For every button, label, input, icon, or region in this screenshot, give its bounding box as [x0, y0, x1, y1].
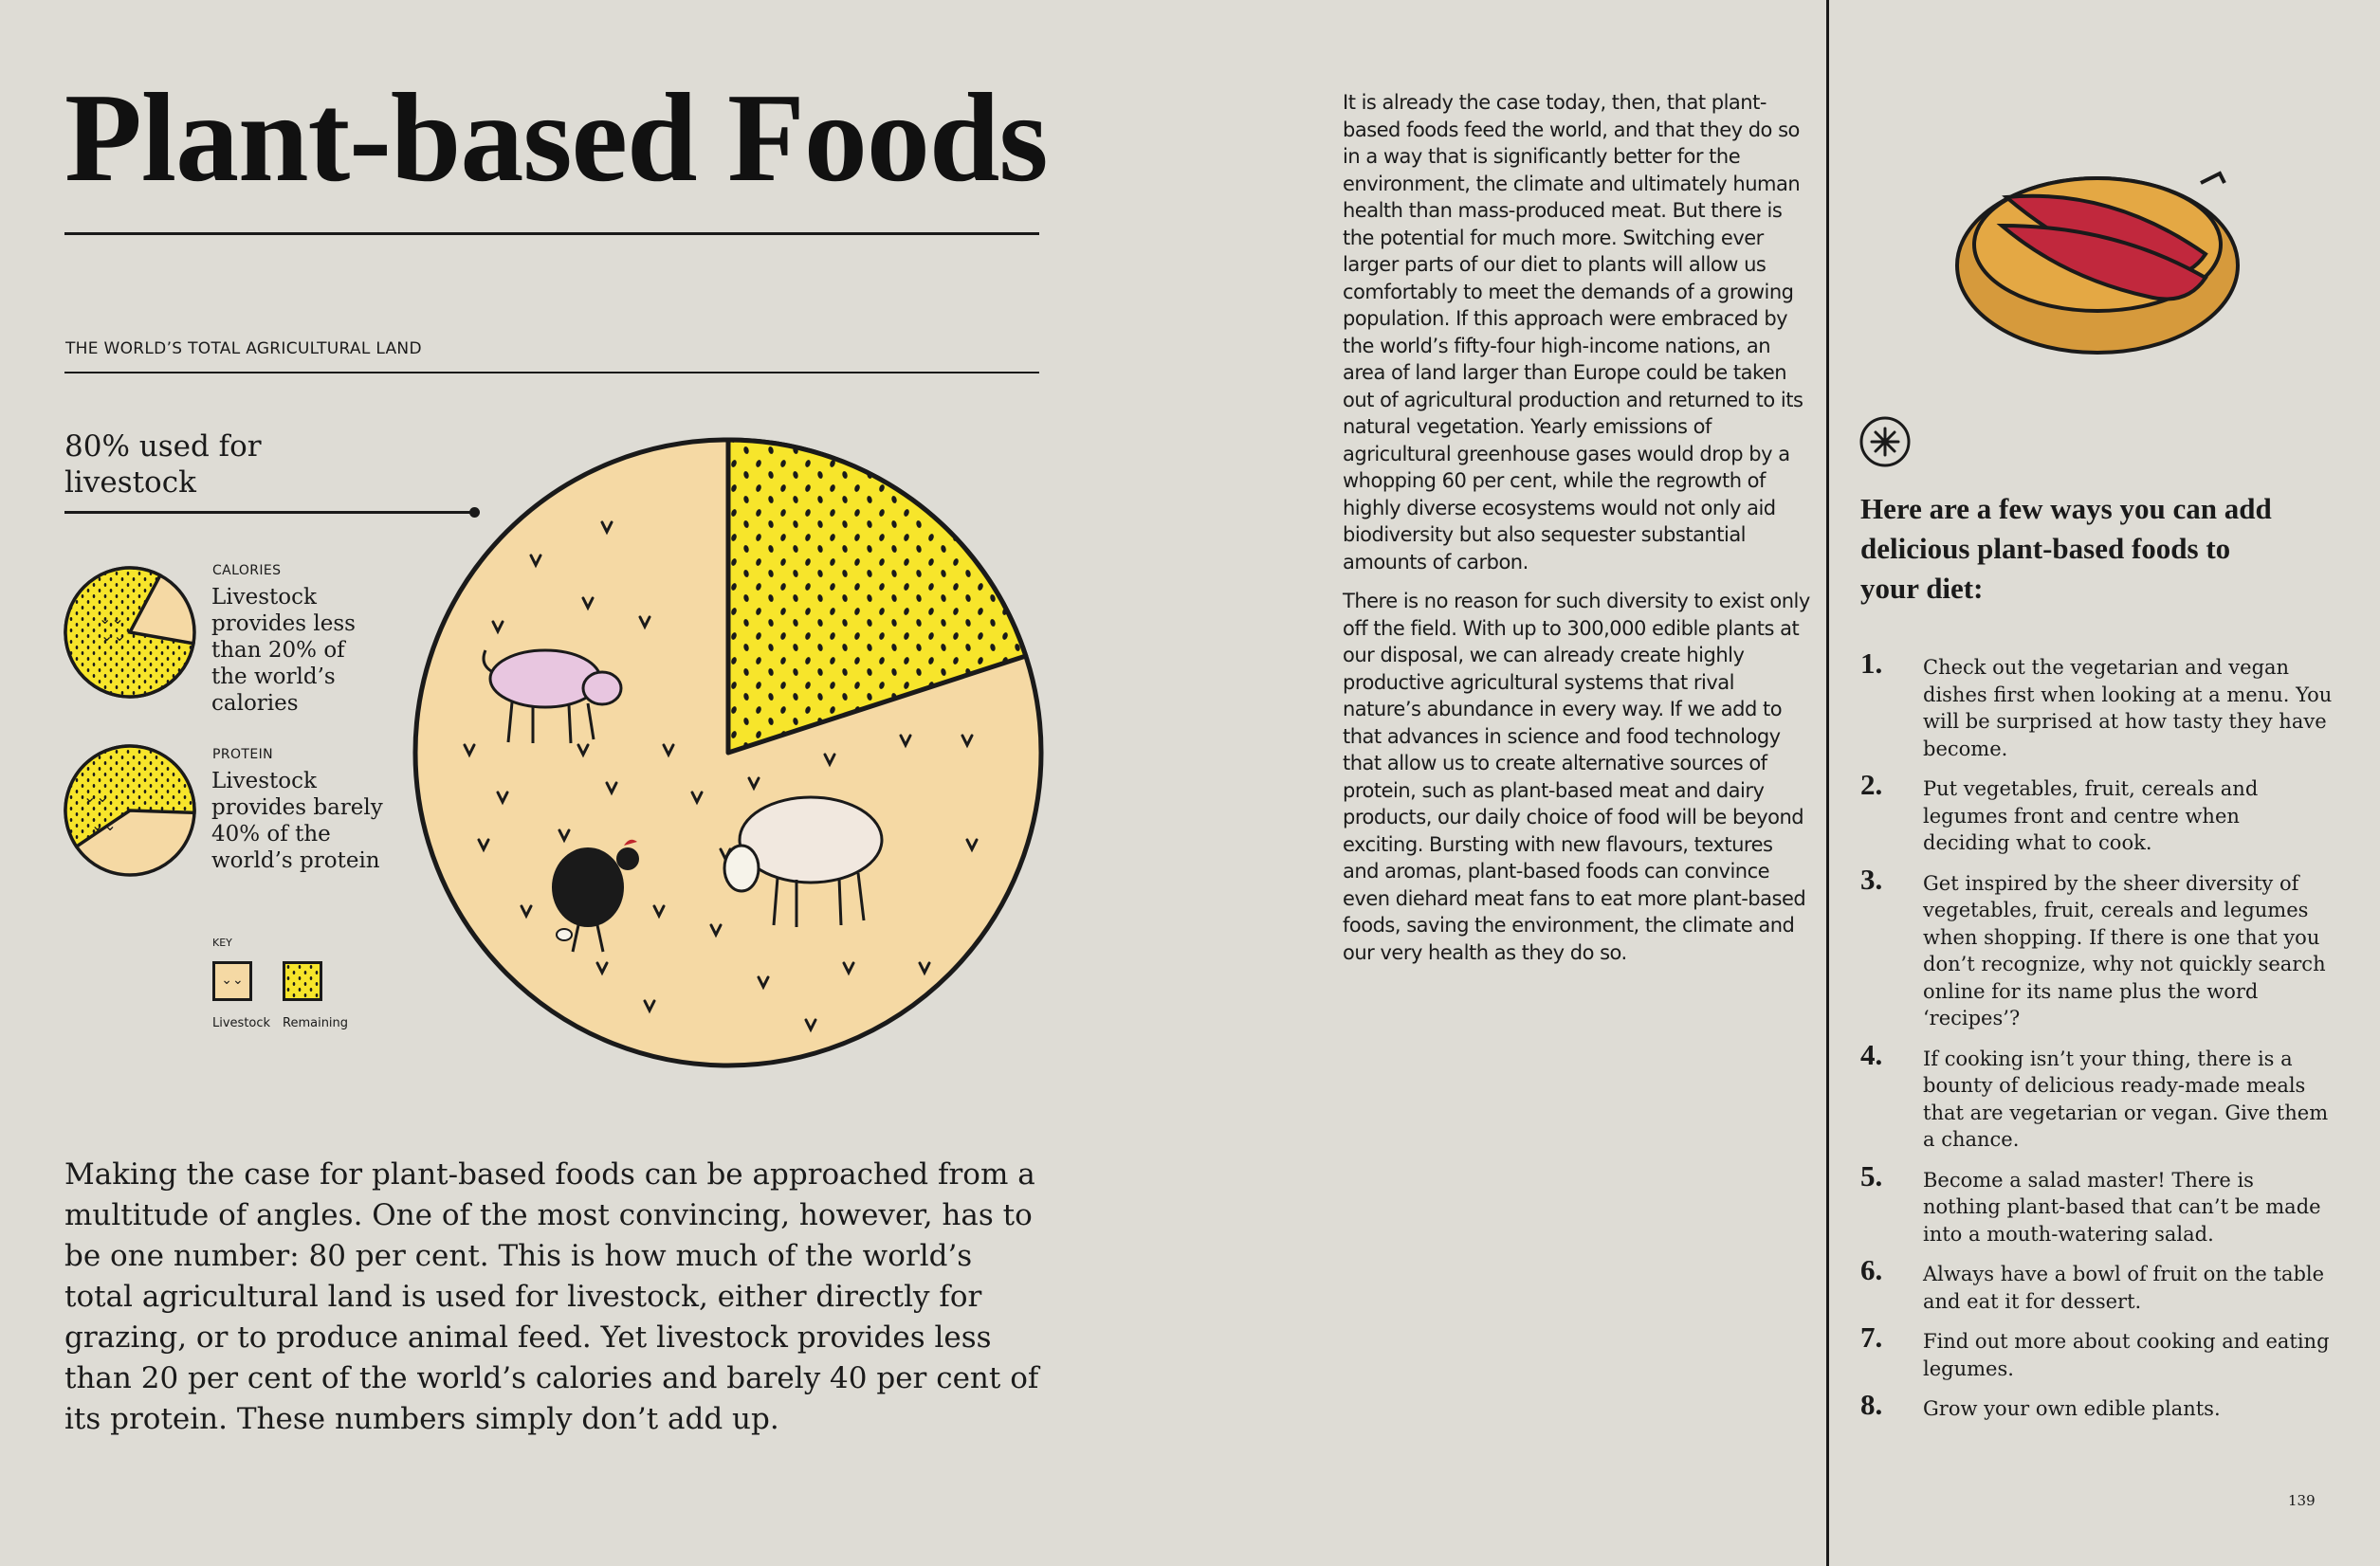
- tip-number: 2.: [1860, 768, 1883, 801]
- banana-bowl-icon: [1950, 159, 2245, 358]
- tip-text: If cooking isn’t your thing, there is a bounty of delicious ready-made meals that are vegetarian or vegan. Give them a chance.: [1923, 1047, 2329, 1151]
- main-stat-label: 80% used for livestock: [64, 429, 262, 500]
- tip-text: Find out more about cooking and eating legumes.: [1923, 1330, 2330, 1380]
- calories-text: Livestock provides less than 20% of the world’s calories: [211, 585, 356, 716]
- tip-number: 8.: [1860, 1388, 1883, 1421]
- page-title: Plant-based Foods: [64, 67, 1048, 208]
- tip-number: 5.: [1860, 1158, 1883, 1193]
- page-number: 139: [2288, 1492, 2316, 1509]
- svg-text:⌄⌄: ⌄⌄: [101, 627, 126, 645]
- page-divider: [1826, 0, 1829, 1566]
- body-paragraph: There is no reason for such diversity to exist only off the field. With up to 300,000 edible plants at our disposal, we can already create highly productive agricultural systems that rival nature’s abundance in every way. If we add to that advances in science and food technology that allow us to create alternative sources of protein, such as plant-based meat and dairy products, our daily choice of food will be beyond exciting. Bursting with new flavours, textures and aromas, plant-based foods can convince even diehard meat fans to eat more plant-based foods, saving the environment, the climate and our very health as they do so.: [1343, 590, 1810, 964]
- tips-heading: Here are a few ways you can add delicious plant-based foods to your diet:: [1860, 492, 2272, 605]
- tip-number: 6.: [1860, 1253, 1883, 1286]
- key-swatch-livestock: ⌄⌄: [212, 961, 252, 1001]
- calories-label: CALORIES: [212, 563, 282, 578]
- protein-label: PROTEIN: [212, 747, 273, 762]
- protein-text: Livestock provides barely 40% of the world’s protein: [211, 769, 383, 873]
- title-rule: [64, 232, 1039, 235]
- intro-paragraph: Making the case for plant-based foods can be approached from a multitude of angles. One of the most convincing, however, has to be one number: 80 per cent. This is how much of the world’s total agricultural land is used for livestock, either directly for grazing, or to produce animal feed. Yet livestock provides less than 20 per cent of the world’s calories and barely 40 per cent of its protein. These numbers simply don’t add up.: [64, 1157, 1039, 1436]
- land-use-pie: [408, 432, 1049, 1073]
- chart-section-label: THE WORLD’S TOTAL AGRICULTURAL LAND: [65, 339, 422, 358]
- asterisk-circle-icon: [1858, 415, 1912, 468]
- tip-item: [1858, 646, 2333, 762]
- key-label-livestock: Livestock: [212, 1016, 271, 1030]
- tip-item: [1858, 1320, 2333, 1382]
- tip-number: 1.: [1860, 646, 1883, 680]
- tip-item: [1858, 1158, 2333, 1248]
- tip-text: Always have a bowl of fruit on the table and eat it for dessert.: [1923, 1263, 2325, 1313]
- body-text: [1343, 89, 1812, 978]
- tip-item: [1858, 1253, 2333, 1315]
- key-swatch-remaining: [283, 961, 322, 1001]
- tip-item: [1858, 862, 2333, 1032]
- tip-text: Check out the vegetarian and vegan dishes first when looking at a menu. You will be surprised at how tasty they have become.: [1923, 656, 2333, 760]
- body-paragraph: It is already the case today, then, that plant-based foods feed the world, and that they do so in a way that is significantly better for the environment, the climate and ultimately human health than mass-produced meat. But there is the potential for much more. Switching ever larger parts of our diet to plants will allow us comfortably to meet the demands of a growing population. If this approach were embraced by the world’s fifty-four high-income nations, an area of land larger than Europe could be taken out of agricultural production and returned to its natural vegetation. Yearly emissions of agricultural greenhouse gases would drop by a whopping 60 per cent, while the regrowth of highly diverse ecosystems would not only aid biodiversity but also sequester substantial amounts of carbon.: [1343, 91, 1803, 574]
- svg-text:⌄⌄: ⌄⌄: [91, 816, 117, 834]
- tip-number: 3.: [1860, 862, 1883, 896]
- tip-item: [1858, 1388, 2333, 1423]
- tip-number: 4.: [1860, 1037, 1883, 1071]
- tip-item: [1858, 768, 2333, 857]
- tip-text: Grow your own edible plants.: [1923, 1397, 2221, 1420]
- tip-text: Become a salad master! There is nothing plant-based that can’t be made into a mouth-watering salad.: [1923, 1168, 2321, 1246]
- tip-number: 7.: [1860, 1320, 1883, 1354]
- calories-pie: [63, 565, 197, 700]
- protein-pie: [63, 743, 197, 878]
- key-label-remaining: Remaining: [283, 1016, 349, 1030]
- tip-item: [1858, 1037, 2333, 1154]
- svg-text:⌄⌄: ⌄⌄: [99, 610, 124, 628]
- key-title: KEY: [212, 937, 232, 949]
- svg-text:⌄⌄: ⌄⌄: [83, 788, 109, 806]
- tip-text: Put vegetables, fruit, cereals and legumes front and centre when deciding what to cook.: [1923, 777, 2259, 854]
- tips-list: [1858, 646, 2333, 1436]
- tip-text: Get inspired by the sheer diversity of vegetables, fruit, cereals and legumes when shopping. If there is one that you don’t recognize, why not quickly search online for its name plus the word ‘recipes’?: [1923, 871, 2326, 1029]
- section-rule: [64, 372, 1039, 373]
